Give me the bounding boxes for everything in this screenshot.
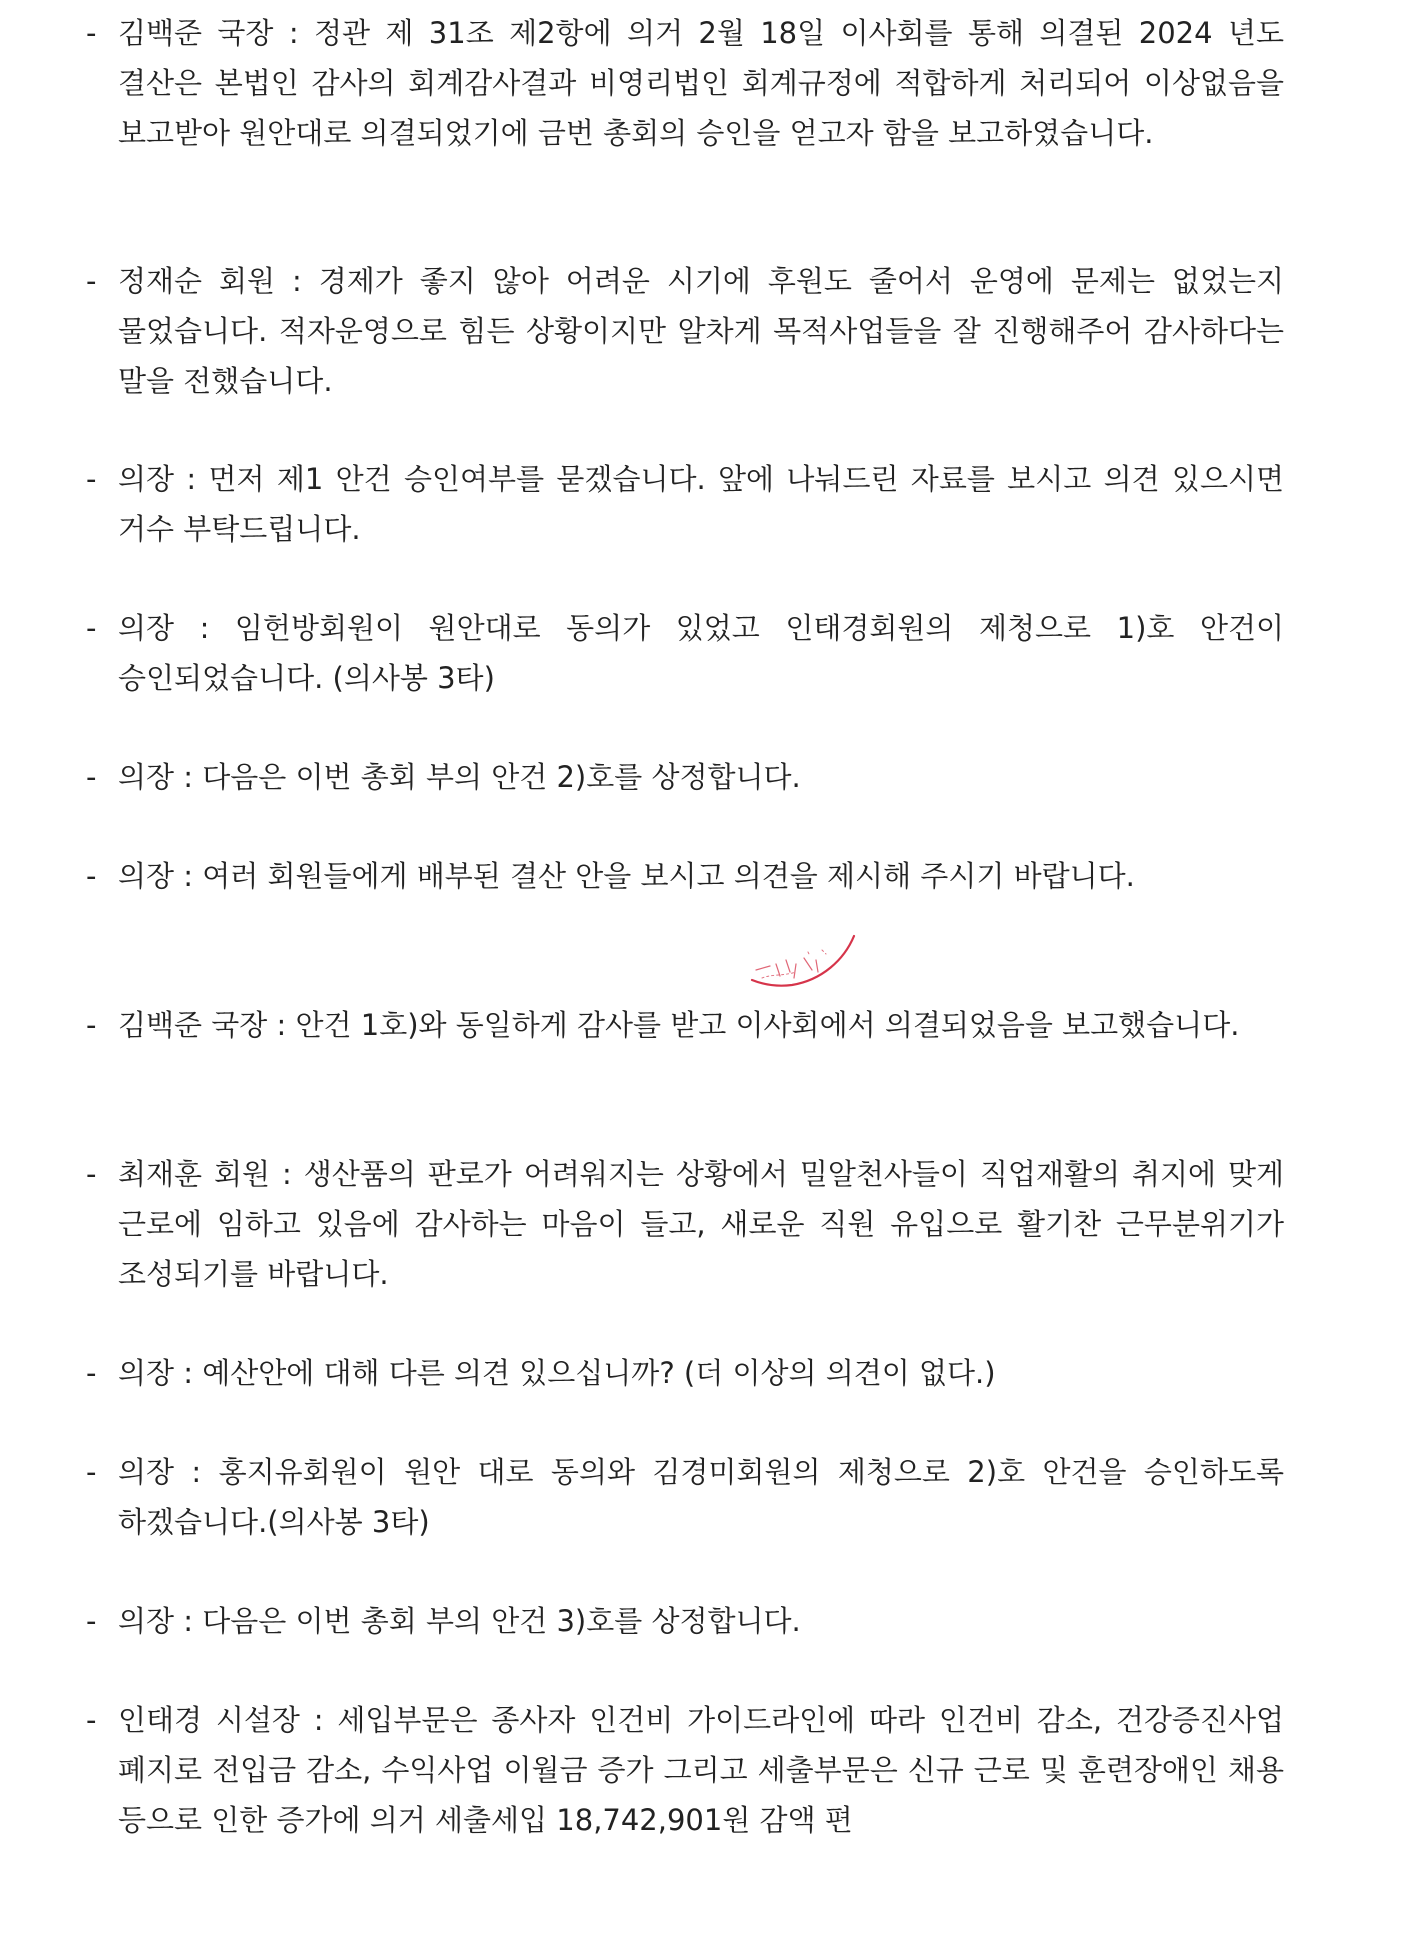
list-dash: -	[86, 264, 97, 298]
entry-text: 의장 : 먼저 제1 안건 승인여부를 묻겠습니다. 앞에 나눠드린 자료를 보시고 의견 있으시면 거수 부탁드립니다.	[118, 462, 1284, 546]
minutes-entry-5	[86, 752, 1286, 802]
entry-text: 의장 : 홍지유회원이 원안 대로 동의와 김경미회원의 제청으로 2)호 안건을 승인하도록 하겠습니다.(의사봉 3타)	[118, 1455, 1284, 1539]
minutes-entry-1	[86, 8, 1286, 158]
list-dash: -	[86, 16, 97, 50]
list-dash: -	[86, 1356, 97, 1390]
minutes-entry-12	[86, 1695, 1286, 1845]
entry-text: 인태경 시설장 : 세입부문은 종사자 인건비 가이드라인에 따라 인건비 감소, 건강증진사업 폐지로 전입금 감소, 수익사업 이월금 증가 그리고 세출부문은 신규 근로 및 훈련장애인 채용 등으로 인한 증가에 의거 세출세입 18,742,901원 감액 편	[118, 1703, 1284, 1837]
seal-stroke	[752, 936, 854, 986]
entry-text: 정재순 회원 : 경제가 좋지 않아 어려운 시기에 후원도 줄어서 운영에 문제는 없었는지 물었습니다. 적자운영으로 힘든 상황이지만 알차게 목적사업들을 잘 진행해주어 감사하다는 말을 전했습니다.	[118, 264, 1284, 398]
list-dash: -	[86, 462, 97, 496]
seal-stroke	[756, 958, 818, 978]
minutes-entry-6	[86, 851, 1286, 901]
minutes-entry-4	[86, 603, 1286, 703]
minutes-entry-9	[86, 1348, 1286, 1398]
entry-text: 의장 : 임헌방회원이 원안대로 동의가 있었고 인태경회원의 제청으로 1)호 안건이 승인되었습니다. (의사봉 3타)	[118, 611, 1284, 695]
list-dash: -	[86, 1157, 97, 1191]
minutes-entry-10	[86, 1447, 1286, 1547]
entry-text: 최재훈 회원 : 생산품의 판로가 어려워지는 상황에서 밀알천사들이 직업재활의 취지에 맞게 근로에 임하고 있음에 감사하는 마음이 들고, 새로운 직원 유입으로 활기찬 근무분위기가 조성되기를 바랍니다.	[118, 1157, 1284, 1291]
entry-text: 의장 : 여러 회원들에게 배부된 결산 안을 보시고 의견을 제시해 주시기 바랍니다.	[118, 859, 1135, 893]
entry-text: 의장 : 다음은 이번 총회 부의 안건 2)호를 상정합니다.	[118, 760, 801, 794]
entry-text: 의장 : 예산안에 대해 다른 의견 있으십니까? (더 이상의 의견이 없다.)	[118, 1356, 996, 1390]
list-dash: -	[86, 1703, 97, 1737]
list-dash: -	[86, 859, 97, 893]
entry-text: 의장 : 다음은 이번 총회 부의 안건 3)호를 상정합니다.	[118, 1604, 801, 1638]
minutes-entry-3	[86, 454, 1286, 554]
list-dash: -	[86, 760, 97, 794]
entry-text: 김백준 국장 : 안건 1호)와 동일하게 감사를 받고 이사회에서 의결되었음을 보고했습니다.	[118, 1008, 1240, 1042]
list-dash: -	[86, 611, 97, 645]
entry-text: 김백준 국장 : 정관 제 31조 제2항에 의거 2월 18일 이사회를 통해 의결된 2024 년도 결산은 본법인 감사의 회계감사결과 비영리법인 회계규정에 적합하게 처리되어 이상없음을 보고받아 원안대로 의결되었기에 금번 총회의 승인을 얻고자 함을 보고하였습니다.	[118, 16, 1284, 150]
list-dash: -	[86, 1455, 97, 1489]
seal-mark	[726, 930, 866, 1000]
list-dash: -	[86, 1008, 97, 1042]
minutes-entry-8	[86, 1149, 1286, 1299]
minutes-entry-11	[86, 1596, 1286, 1646]
minutes-entry-7	[86, 1000, 1286, 1050]
list-dash: -	[86, 1604, 97, 1638]
minutes-entry-2	[86, 256, 1286, 406]
